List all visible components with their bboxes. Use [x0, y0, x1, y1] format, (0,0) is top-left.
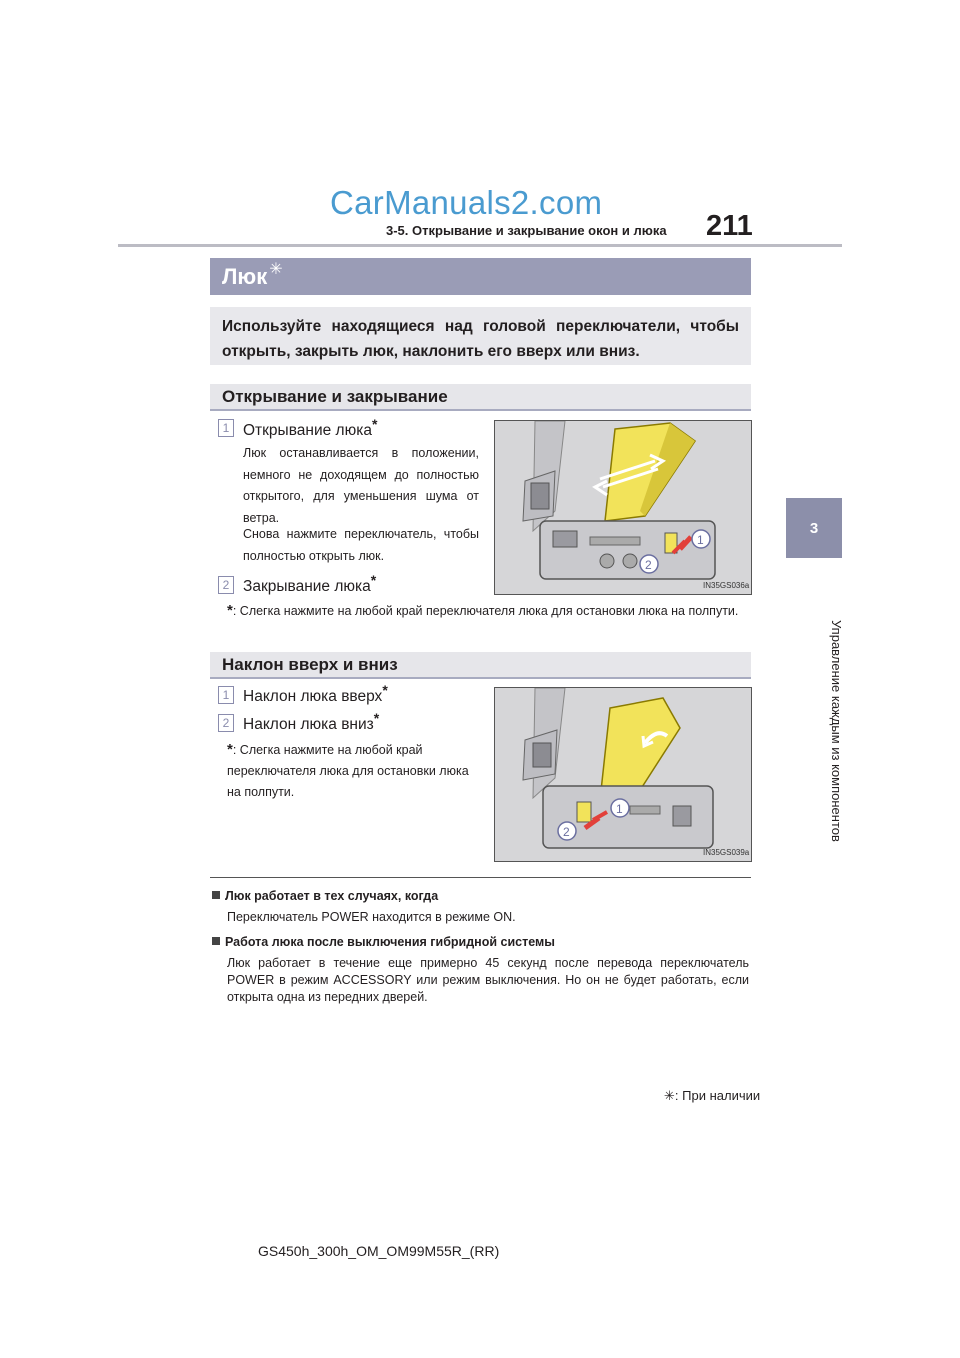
page-title	[210, 258, 751, 295]
item-title-tilt-down	[243, 710, 379, 734]
page-title-text: Люк	[222, 263, 268, 289]
callout-2: 2	[563, 825, 570, 839]
figure-sunroof-open-close	[494, 420, 752, 595]
item-description: Люк останавливается в положении, немного не доходящем до полностью открытого, для уменьшения шума от ветра.	[243, 446, 479, 525]
item-title-tilt-up	[243, 682, 388, 706]
info-heading-text: Люк работает в тех случаях, когда	[225, 889, 439, 903]
sunroof-illustration	[495, 421, 751, 594]
availability-note	[664, 1088, 760, 1104]
section-heading-tilt	[210, 652, 751, 679]
availability-marker: ✳	[664, 1088, 675, 1103]
callout-1: 1	[697, 533, 704, 547]
chapter-tab	[786, 498, 842, 558]
item-title-text: Закрывание люка	[243, 578, 371, 596]
intro-text: Используйте находящиеся над головой переключатели, чтобы открыть, закрыть люк, наклонить его вверх или вниз.	[210, 307, 751, 365]
footnote-marker: *	[382, 682, 388, 698]
item-title-close	[243, 572, 376, 596]
chapter-number: 3	[809, 519, 819, 537]
figure-code: IN35GS039a	[703, 848, 750, 857]
watermark-text: CarManuals2.com	[330, 184, 603, 221]
footnote-text: : Слегка нажмите на любой край переключателя люка для остановки люка на полпути.	[227, 743, 469, 799]
section-title: 3-5. Открывание и закрывание окон и люка	[386, 223, 667, 238]
info-text: Переключатель POWER находится в режиме ON.	[227, 910, 516, 924]
item-title-open	[243, 416, 377, 440]
callout-2: 2	[645, 558, 652, 572]
footnote-text: : Слегка нажмите на любой край переключателя люка для остановки люка на полпути.	[232, 604, 739, 618]
square-bullet-icon	[212, 937, 220, 945]
section-heading-text: Открывание и закрывание	[222, 386, 448, 406]
figure-sunroof-tilt	[494, 687, 752, 862]
callout-1: 1	[616, 802, 623, 816]
footnote-marker: *	[371, 416, 378, 432]
info-heading-text: Работа люка после выключения гибридной системы	[225, 935, 555, 949]
sunroof-illustration	[495, 688, 751, 861]
footnote	[227, 600, 747, 622]
footnote	[227, 739, 479, 803]
item-title-text: Наклон люка вверх	[243, 688, 383, 706]
footnote-marker: *	[227, 741, 233, 758]
page-number: 211	[706, 210, 753, 242]
footnote-marker: *	[370, 572, 377, 588]
item-description: Снова нажмите переключатель, чтобы полностью открыть люк.	[243, 527, 479, 563]
item-title-text: Наклон люка вниз	[243, 716, 374, 734]
availability-marker: ✳	[269, 260, 283, 278]
item-number: 2	[218, 576, 234, 594]
footnote-marker: *	[227, 602, 233, 619]
info-text: Люк работает в течение еще примерно 45 секунд после перевода переключатель POWER в режим ACCESSORY или режим выключения. Но он не будет работать, если открыта одна из передних дверей.	[227, 956, 749, 1004]
info-heading	[212, 935, 555, 949]
availability-text: : При наличии	[674, 1088, 761, 1103]
item-title-text: Открывание люка	[243, 422, 372, 440]
item-number: 2	[218, 714, 234, 732]
item-number: 1	[218, 419, 234, 437]
divider	[210, 877, 751, 878]
chapter-label: Управление каждым из компонентов	[829, 620, 844, 842]
square-bullet-icon	[212, 891, 220, 899]
info-heading	[212, 889, 438, 903]
footer-code: GS450h_300h_OM_OM99M55R_(RR)	[258, 1243, 500, 1259]
section-heading-open-close	[210, 384, 751, 411]
footnote-marker: *	[373, 710, 380, 726]
header-divider	[118, 244, 842, 247]
item-number: 1	[218, 686, 234, 704]
figure-code: IN35GS036a	[703, 581, 750, 590]
section-heading-text: Наклон вверх и вниз	[222, 654, 398, 674]
